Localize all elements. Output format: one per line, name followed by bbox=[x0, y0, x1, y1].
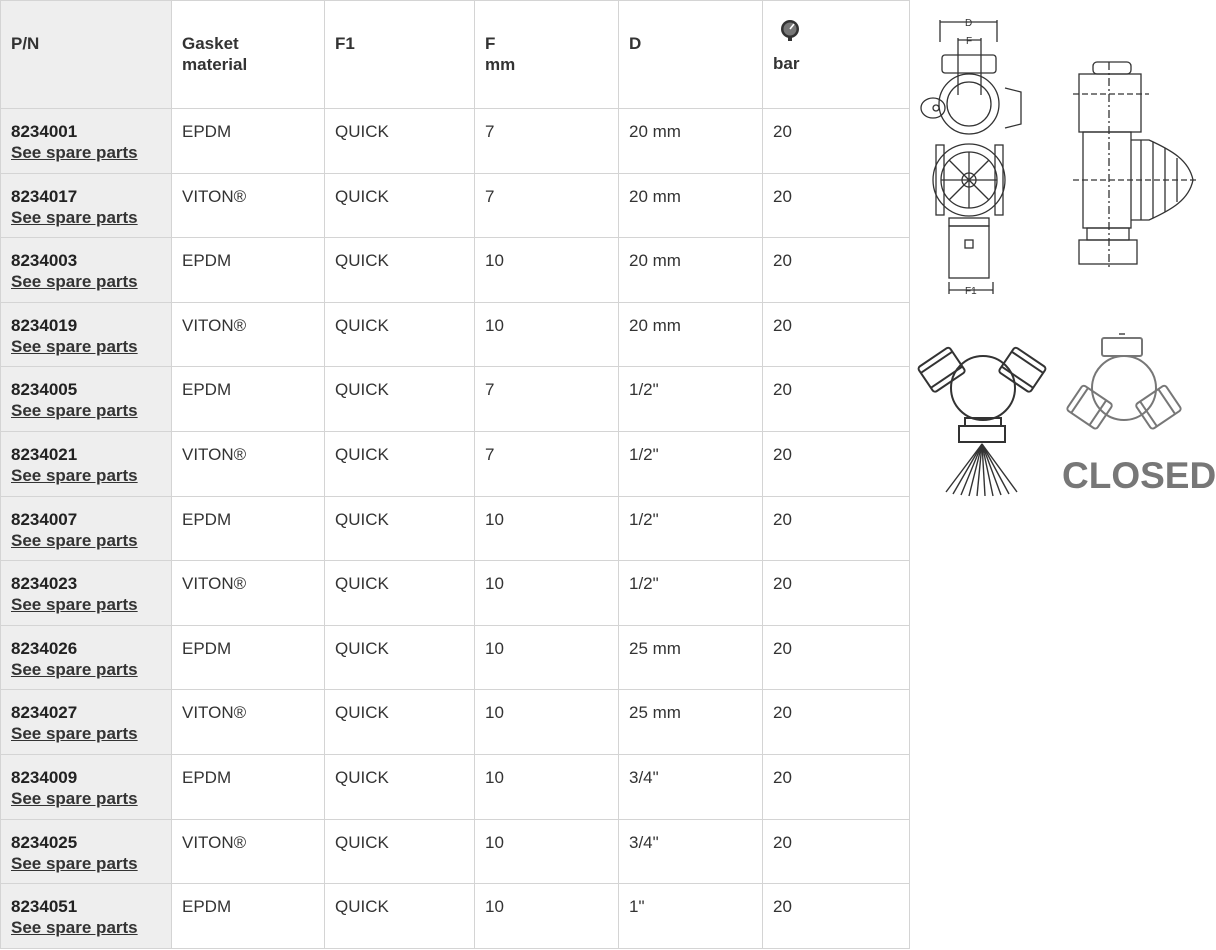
cell-d: 3/4" bbox=[619, 819, 763, 884]
cell-part-number bbox=[1, 302, 172, 367]
cell-f: 10 bbox=[475, 238, 619, 303]
see-spare-parts-link[interactable]: See spare parts bbox=[11, 659, 138, 679]
table-row bbox=[1, 884, 910, 949]
cell-f: 10 bbox=[475, 819, 619, 884]
header-f1: F1 bbox=[325, 1, 475, 109]
dimension-label-f1: F1 bbox=[965, 286, 977, 297]
part-number: 8234009 bbox=[11, 767, 78, 787]
table-row bbox=[1, 173, 910, 238]
cell-f: 10 bbox=[475, 561, 619, 626]
cell-f: 7 bbox=[475, 109, 619, 174]
cell-d: 3/4" bbox=[619, 754, 763, 819]
dimension-label-d: D bbox=[965, 18, 973, 29]
part-number: 8234023 bbox=[11, 574, 78, 594]
cell-pressure: 20 bbox=[763, 754, 910, 819]
see-spare-parts-link[interactable]: See spare parts bbox=[11, 272, 138, 292]
closed-position-label: CLOSED bbox=[1062, 455, 1216, 496]
cell-f1: QUICK bbox=[325, 754, 475, 819]
cell-f: 7 bbox=[475, 431, 619, 496]
cell-f1: QUICK bbox=[325, 819, 475, 884]
cell-part-number bbox=[1, 884, 172, 949]
cell-gasket-material: EPDM bbox=[172, 884, 325, 949]
dimension-label-f: F bbox=[966, 36, 973, 47]
open-position-drawing bbox=[917, 347, 1046, 496]
cell-pressure: 20 bbox=[763, 496, 910, 561]
cell-f: 7 bbox=[475, 173, 619, 238]
table-row bbox=[1, 819, 910, 884]
cell-f1: QUICK bbox=[325, 496, 475, 561]
cell-d: 20 mm bbox=[619, 109, 763, 174]
table-row bbox=[1, 302, 910, 367]
cell-gasket-material: EPDM bbox=[172, 625, 325, 690]
table-row bbox=[1, 690, 910, 755]
cell-f: 10 bbox=[475, 690, 619, 755]
cell-d: 1/2" bbox=[619, 431, 763, 496]
cell-pressure: 20 bbox=[763, 367, 910, 432]
cell-part-number bbox=[1, 819, 172, 884]
cell-f: 10 bbox=[475, 625, 619, 690]
cell-d: 25 mm bbox=[619, 625, 763, 690]
front-view-drawing bbox=[921, 20, 1021, 294]
cell-pressure: 20 bbox=[763, 173, 910, 238]
cell-pressure: 20 bbox=[763, 625, 910, 690]
cell-d: 20 mm bbox=[619, 173, 763, 238]
cell-d: 1/2" bbox=[619, 496, 763, 561]
cell-gasket-material: VITON® bbox=[172, 561, 325, 626]
table-body bbox=[1, 109, 910, 949]
see-spare-parts-link[interactable]: See spare parts bbox=[11, 918, 138, 938]
cell-pressure: 20 bbox=[763, 109, 910, 174]
closed-position-drawing bbox=[1066, 334, 1182, 430]
cell-d: 20 mm bbox=[619, 238, 763, 303]
cell-part-number bbox=[1, 690, 172, 755]
cell-part-number bbox=[1, 754, 172, 819]
cell-part-number bbox=[1, 496, 172, 561]
cell-gasket-material: EPDM bbox=[172, 109, 325, 174]
cell-pressure: 20 bbox=[763, 238, 910, 303]
header-gasket-material: Gasket material bbox=[172, 1, 325, 109]
cell-gasket-material: EPDM bbox=[172, 238, 325, 303]
nozzle-body-drawings bbox=[909, 0, 1200, 500]
part-number: 8234019 bbox=[11, 315, 78, 335]
cell-part-number bbox=[1, 109, 172, 174]
cell-f: 10 bbox=[475, 754, 619, 819]
cell-gasket-material: EPDM bbox=[172, 496, 325, 561]
cell-f1: QUICK bbox=[325, 109, 475, 174]
part-number: 8234051 bbox=[11, 897, 78, 917]
part-number: 8234001 bbox=[11, 122, 78, 141]
cell-pressure: 20 bbox=[763, 302, 910, 367]
cell-pressure: 20 bbox=[763, 819, 910, 884]
part-number: 8234003 bbox=[11, 251, 78, 271]
table-header-row bbox=[1, 1, 910, 109]
cell-f: 10 bbox=[475, 496, 619, 561]
part-number: 8234005 bbox=[11, 380, 78, 400]
see-spare-parts-link[interactable]: See spare parts bbox=[11, 595, 138, 615]
table-row bbox=[1, 367, 910, 432]
table-row bbox=[1, 238, 910, 303]
table-row bbox=[1, 625, 910, 690]
cell-f1: QUICK bbox=[325, 561, 475, 626]
cell-f: 10 bbox=[475, 884, 619, 949]
cell-f: 10 bbox=[475, 302, 619, 367]
header-pressure bbox=[763, 1, 910, 109]
part-number: 8234007 bbox=[11, 509, 78, 529]
see-spare-parts-link[interactable]: See spare parts bbox=[11, 336, 138, 356]
see-spare-parts-link[interactable]: See spare parts bbox=[11, 207, 138, 227]
table-row bbox=[1, 561, 910, 626]
cell-gasket-material: VITON® bbox=[172, 173, 325, 238]
cell-part-number bbox=[1, 625, 172, 690]
cell-f: 7 bbox=[475, 367, 619, 432]
part-number: 8234025 bbox=[11, 832, 78, 852]
cell-part-number bbox=[1, 173, 172, 238]
cell-gasket-material: VITON® bbox=[172, 819, 325, 884]
see-spare-parts-link[interactable]: See spare parts bbox=[11, 401, 138, 421]
cell-f1: QUICK bbox=[325, 238, 475, 303]
cell-pressure: 20 bbox=[763, 561, 910, 626]
cell-f1: QUICK bbox=[325, 884, 475, 949]
cell-d: 1/2" bbox=[619, 561, 763, 626]
cell-d: 25 mm bbox=[619, 690, 763, 755]
cell-f1: QUICK bbox=[325, 302, 475, 367]
cell-gasket-material: VITON® bbox=[172, 302, 325, 367]
header-pn: P/N bbox=[1, 1, 172, 109]
see-spare-parts-link[interactable]: See spare parts bbox=[11, 788, 138, 808]
cell-f1: QUICK bbox=[325, 367, 475, 432]
see-spare-parts-link[interactable]: See spare parts bbox=[11, 530, 138, 550]
cell-part-number bbox=[1, 238, 172, 303]
table-row bbox=[1, 431, 910, 496]
part-number: 8234026 bbox=[11, 638, 78, 658]
header-d: D bbox=[619, 1, 763, 109]
cell-part-number bbox=[1, 431, 172, 496]
see-spare-parts-link[interactable]: See spare parts bbox=[11, 853, 138, 873]
side-view-drawing bbox=[1073, 62, 1199, 268]
see-spare-parts-link[interactable]: See spare parts bbox=[11, 143, 138, 162]
table-row bbox=[1, 754, 910, 819]
pressure-gauge-icon bbox=[779, 19, 801, 41]
cell-pressure: 20 bbox=[763, 884, 910, 949]
part-number: 8234017 bbox=[11, 186, 78, 206]
cell-gasket-material: EPDM bbox=[172, 754, 325, 819]
see-spare-parts-link[interactable]: See spare parts bbox=[11, 465, 138, 485]
table-row bbox=[1, 496, 910, 561]
header-f: F mm bbox=[475, 1, 619, 109]
cell-f1: QUICK bbox=[325, 690, 475, 755]
cell-pressure: 20 bbox=[763, 431, 910, 496]
cell-f1: QUICK bbox=[325, 173, 475, 238]
cell-f1: QUICK bbox=[325, 431, 475, 496]
header-pressure-unit: bar bbox=[773, 54, 800, 73]
see-spare-parts-link[interactable]: See spare parts bbox=[11, 724, 138, 744]
cell-gasket-material: VITON® bbox=[172, 690, 325, 755]
cell-d: 1/2" bbox=[619, 367, 763, 432]
cell-part-number bbox=[1, 367, 172, 432]
cell-part-number bbox=[1, 561, 172, 626]
cell-gasket-material: VITON® bbox=[172, 431, 325, 496]
part-number: 8234027 bbox=[11, 703, 78, 723]
part-number: 8234021 bbox=[11, 444, 78, 464]
cell-pressure: 20 bbox=[763, 690, 910, 755]
cell-gasket-material: EPDM bbox=[172, 367, 325, 432]
cell-f1: QUICK bbox=[325, 625, 475, 690]
cell-d: 1" bbox=[619, 884, 763, 949]
table-row bbox=[1, 109, 910, 174]
cell-d: 20 mm bbox=[619, 302, 763, 367]
